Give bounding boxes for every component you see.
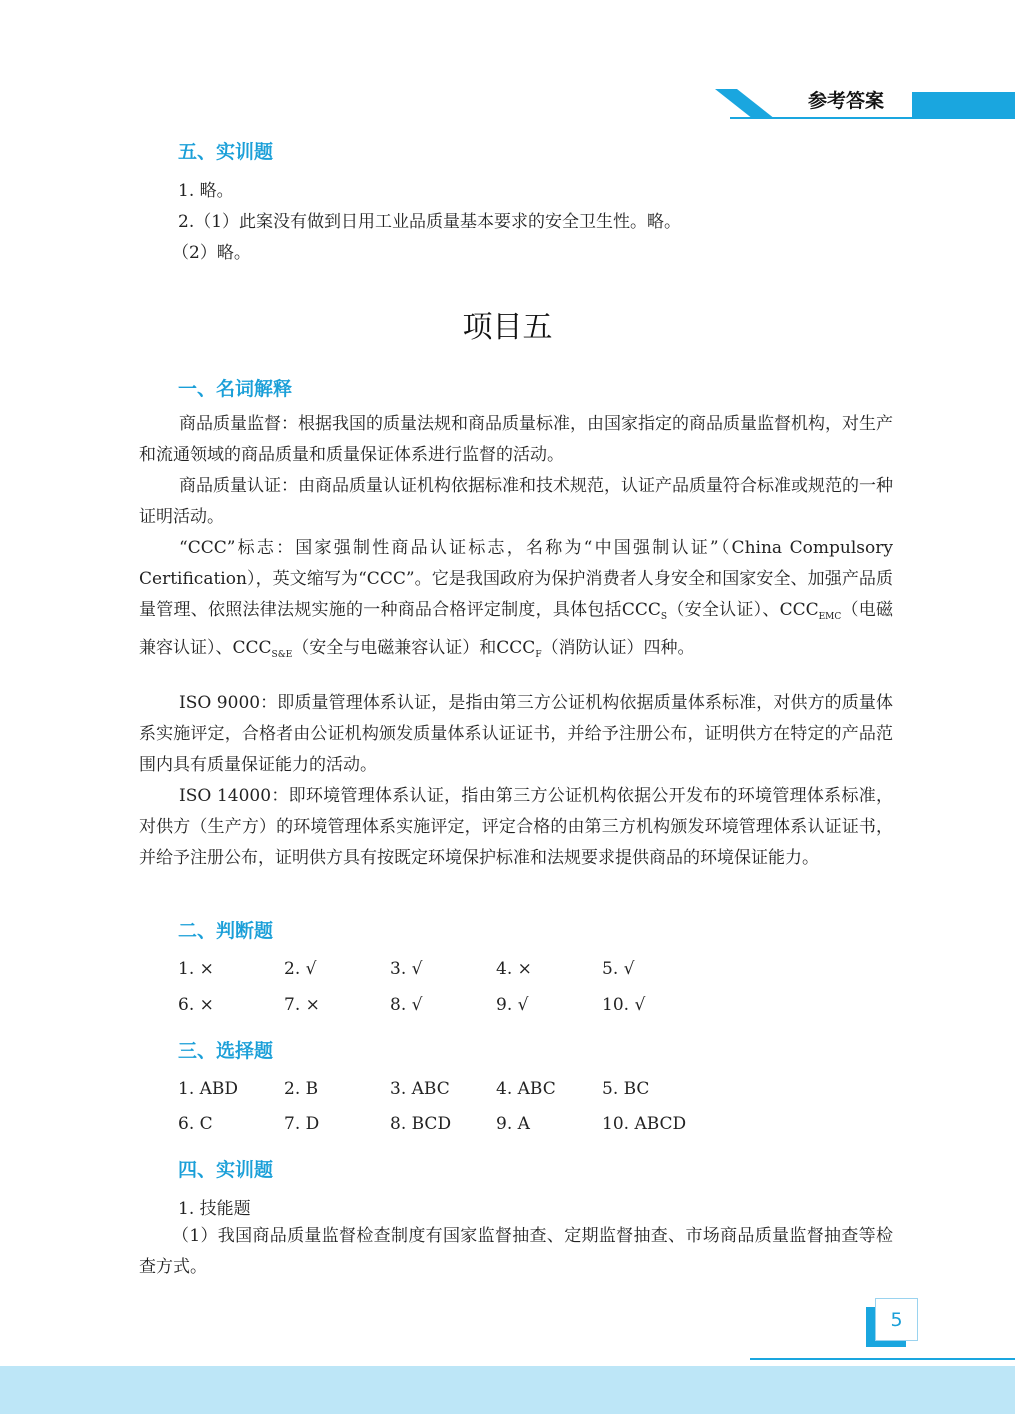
paragraph-iso14000: ISO 14000：即环境管理体系认证，指由第三方公证机构依据公开发布的环境管理体系标准，对供方（生产方）的环境管理体系实施评定，评定合格的由第三方机构颁发环境管理体系认证证书，并给予注册公布，证明供方具有按既定环境保护标准和法规要求提供商品的环境保证能力。 bbox=[139, 786, 893, 868]
tf-answer: 7. × bbox=[284, 995, 320, 1015]
project-title: 项目五 bbox=[462, 310, 553, 345]
tf-answer: 2. √ bbox=[284, 959, 317, 979]
choice-answer: 7. D bbox=[284, 1114, 320, 1134]
choice-answer: 5. BC bbox=[602, 1079, 650, 1099]
choice-answer: 6. C bbox=[178, 1114, 213, 1134]
paragraph-quality-supervision: 商品质量监督：根据我国的质量法规和商品质量标准，由国家指定的商品质量监督机构，对生产和流通领域的商品质量和质量保证体系进行监督的活动。 bbox=[139, 414, 893, 465]
header-title: 参考答案 bbox=[808, 90, 885, 112]
tf-answer: 8. √ bbox=[390, 995, 423, 1015]
section-heading-practical: 四、实训题 bbox=[178, 1159, 274, 1181]
skill-item-answer: （1）我国商品质量监督检查制度有国家监督抽查、定期监督抽查、市场商品质量监督抽查等检查方式。 bbox=[139, 1226, 893, 1277]
choice-answer: 9. A bbox=[496, 1114, 530, 1134]
tf-answer: 10. √ bbox=[602, 995, 646, 1015]
header-underline bbox=[730, 117, 915, 119]
tf-answer: 4. × bbox=[496, 959, 532, 979]
answer-line: 2.（1）此案没有做到日用工业品质量基本要求的安全卫生性。略。 bbox=[178, 212, 682, 232]
section-heading-practical-prev: 五、实训题 bbox=[178, 141, 274, 163]
choice-answer: 4. ABC bbox=[496, 1079, 556, 1099]
paragraph-iso9000: ISO 9000：即质量管理体系认证，是指由第三方公证机构依据质量体系标准，对供方的质量体系实施评定，合格者由公证机构颁发质量体系认证证书，并给予注册公布，证明供方在特定的产品范围内具有质量保证能力的活动。 bbox=[139, 693, 893, 775]
footer-rule bbox=[750, 1358, 1015, 1360]
section-heading-true-false: 二、判断题 bbox=[178, 920, 274, 942]
choice-answer: 2. B bbox=[284, 1079, 319, 1099]
choice-answer: 3. ABC bbox=[390, 1079, 450, 1099]
page-number: 5 bbox=[875, 1298, 918, 1341]
tf-answer: 3. √ bbox=[390, 959, 423, 979]
section-heading-terms: 一、名词解释 bbox=[178, 378, 293, 400]
choice-answer: 8. BCD bbox=[390, 1114, 452, 1134]
tf-answer: 9. √ bbox=[496, 995, 529, 1015]
header-accent-stripe bbox=[715, 89, 790, 119]
tf-answer: 6. × bbox=[178, 995, 214, 1015]
footer-band bbox=[0, 1366, 1015, 1414]
tf-answer: 1. × bbox=[178, 959, 214, 979]
choice-answer: 1. ABD bbox=[178, 1079, 239, 1099]
paragraph-ccc-mark: “CCC”标志：国家强制性商品认证标志，名称为“中国强制认证”（China Compulsory Certification），英文缩写为“CCC”。它是我国政府为保护消费者人身安全和国家安全、加强产品质量管理、依照法律法规实施的一种商品合格评定制度，具体包括$CCC_S$（安全认证）、$CCC_{EMC}$（电磁兼容认证）、$CCC_{S\&E}$（安全与电磁兼容认证）和$CCC_F$（消防认证）四种。 bbox=[139, 538, 894, 660]
paragraph-quality-certification: 商品质量认证：由商品质量认证机构依据标准和技术规范，认证产品质量符合标准或规范的一种证明活动。 bbox=[139, 476, 893, 527]
answer-line: 1. 略。 bbox=[178, 181, 234, 201]
header-color-bar bbox=[912, 92, 1015, 119]
skill-item-title: 1. 技能题 bbox=[178, 1199, 251, 1219]
choice-answer: 10. ABCD bbox=[602, 1114, 687, 1134]
section-heading-multiple-choice: 三、选择题 bbox=[178, 1040, 274, 1062]
ccc-text: “CCC”标志：国家强制性商品认证标志，名称为“中国强制认证”（China Compulsory Certification），英文缩写为“CCC”。它是我国政府为保护消费者人身安全和国家安全、加强产品质量管理、依照法律法规实施的一种商品合格评定制度，具体包括 bbox=[139, 538, 893, 620]
tf-answer: 5. √ bbox=[602, 959, 635, 979]
answer-line: （2）略。 bbox=[172, 243, 251, 263]
